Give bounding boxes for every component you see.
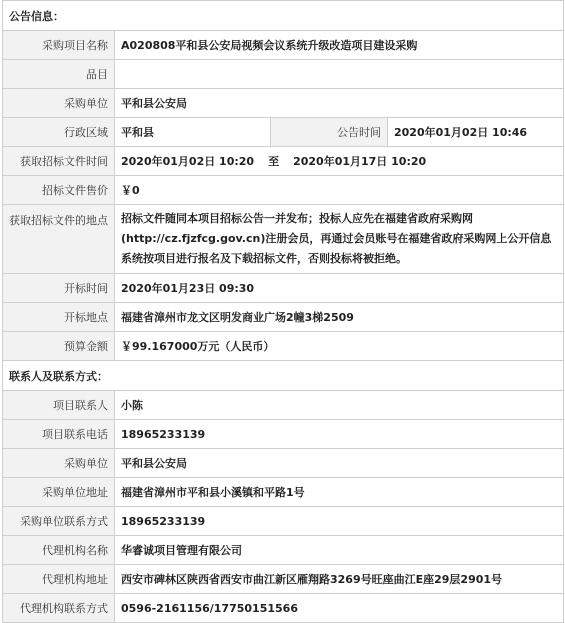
label-publish-time: 公告时间	[271, 118, 388, 147]
label-project-contact: 项目联系人	[3, 391, 115, 420]
label-purchaser: 采购单位	[3, 89, 115, 118]
value-contact-purchaser: 平和县公安局	[115, 449, 564, 478]
value-project-phone: 18965233139	[115, 420, 564, 449]
label-contact-purchaser: 采购单位	[3, 449, 115, 478]
label-project-phone: 项目联系电话	[3, 420, 115, 449]
value-open-time: 2020年01月23日 09:30	[115, 274, 564, 303]
value-region: 平和县	[115, 118, 271, 147]
value-purchaser: 平和县公安局	[115, 89, 564, 118]
value-project-contact: 小陈	[115, 391, 564, 420]
doc-period-separator: 至	[268, 155, 280, 168]
label-agency-name: 代理机构名称	[3, 536, 115, 565]
value-publish-time: 2020年01月02日 10:46	[388, 118, 564, 147]
label-doc-period: 获取招标文件时间	[3, 147, 115, 176]
label-open-location: 开标地点	[3, 303, 115, 332]
label-budget: 预算金额	[3, 332, 115, 361]
label-doc-location: 获取招标文件的地点	[3, 205, 115, 274]
section-title-announcement: 公告信息：	[3, 1, 564, 31]
value-purchaser-address: 福建省漳州市平和县小溪镇和平路1号	[115, 478, 564, 507]
label-open-time: 开标时间	[3, 274, 115, 303]
announcement-table	[2, 0, 564, 623]
value-agency-name: 华睿诚项目管理有限公司	[115, 536, 564, 565]
value-purchaser-contact: 18965233139	[115, 507, 564, 536]
label-purchaser-address: 采购单位地址	[3, 478, 115, 507]
label-doc-price: 招标文件售价	[3, 176, 115, 205]
doc-period-end: 2020年01月17日 10:20	[293, 155, 427, 168]
value-open-location: 福建省漳州市龙文区明发商业广场2幢3梯2509	[115, 303, 564, 332]
section-title-contacts: 联系人及联系方式：	[3, 361, 564, 391]
label-category: 品目	[3, 60, 115, 89]
value-agency-contact: 0596-2161156/17750151566	[115, 594, 564, 623]
value-doc-location: 招标文件随同本项目招标公告一并发布；投标人应先在福建省政府采购网(http://cz.fjzfcg.gov.cn)注册会员，再通过会员账号在福建省政府采购网上公开信息系统按项目进行报名及下载招标文件，否则投标将被拒绝。	[115, 205, 564, 274]
value-doc-period	[115, 147, 564, 176]
label-region: 行政区域	[3, 118, 115, 147]
label-agency-contact: 代理机构联系方式	[3, 594, 115, 623]
value-budget: ￥99.167000万元（人民币）	[115, 332, 564, 361]
label-purchaser-contact: 采购单位联系方式	[3, 507, 115, 536]
value-project-name: A020808平和县公安局视频会议系统升级改造项目建设采购	[115, 31, 564, 60]
value-agency-address: 西安市碑林区陕西省西安市曲江新区雁翔路3269号旺座曲江E座29层2901号	[115, 565, 564, 594]
value-doc-price: ￥0	[115, 176, 564, 205]
value-category	[115, 60, 564, 89]
label-project-name: 采购项目名称	[3, 31, 115, 60]
label-agency-address: 代理机构地址	[3, 565, 115, 594]
doc-period-start: 2020年01月02日 10:20	[121, 155, 255, 168]
